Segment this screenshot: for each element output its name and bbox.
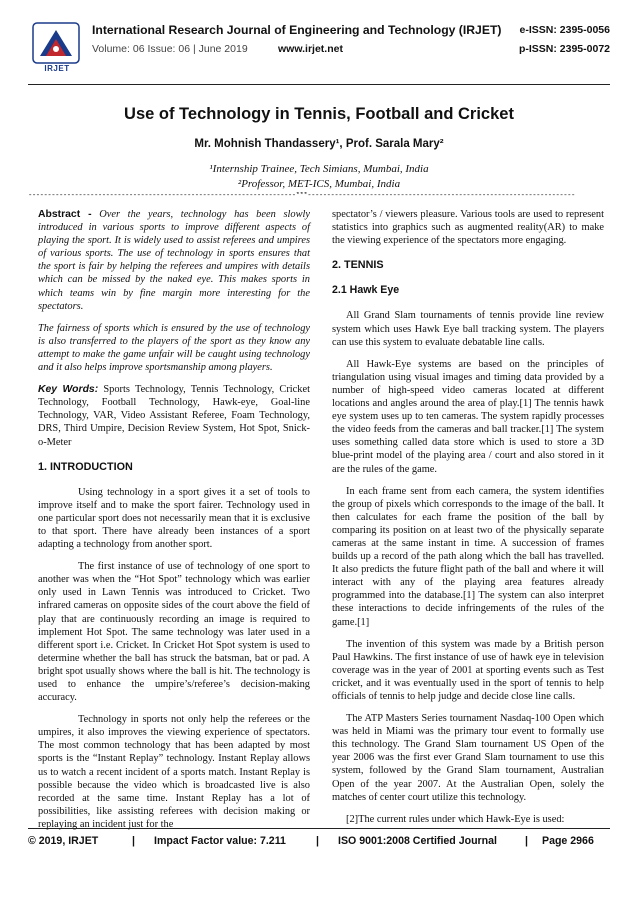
journal-header: [28, 18, 610, 78]
affiliation-1: ¹Internship Trainee, Tech Simians, Mumbai, India: [209, 163, 429, 175]
paper-title: Use of Technology in Tennis, Football and Cricket: [124, 105, 514, 123]
footer-impact-factor: Impact Factor value: 7.211: [154, 835, 286, 847]
right-column: [332, 208, 604, 835]
hawkeye-paragraph-1: All Grand Slam tournaments of tennis provide line review system which uses Hawk Eye ball tracking system. The players can use this system to evaluate debatable line calls.: [332, 310, 604, 348]
keywords-paragraph: [38, 383, 310, 448]
footer-divider: [28, 828, 610, 829]
irjet-logo-icon: [32, 22, 80, 64]
hawkeye-paragraph-4: The invention of this system was made by a British person Paul Hawkins. The first instance of use of hawk eye in television coverage was in the year of 2001 at sporting events such as Test cricket, and it was eventually used in the sport of tennis to help officials of tennis to help judge and decide close line calls.: [332, 638, 604, 702]
keywords-label: Key Words:: [38, 384, 99, 396]
intro-paragraph-2: The first instance of use of technology of one sport to another was when the “Hot Spot” technology which was earlier only used in Lawn Tennis was introduced to Cricket. Two infrared cameras on opposite sides of the court above the field of play that are continuously recording an image is required to implement Hot Spot. The same technology was later used in a different sport i.e. Cricket. In Cricket Hot Spot system is used to determine whether the ball has struck the batsman, bat or pad. A bright spot usually shows where the ball is hit. The technology is used to enhance the umpire’s/referee’s decision-making accuracy.: [38, 561, 310, 704]
footer-separator: |: [525, 835, 528, 847]
footer-separator: |: [132, 835, 135, 847]
journal-title: International Research Journal of Engineering and Technology (IRJET): [92, 23, 502, 37]
hawkeye-paragraph-5: The ATP Masters Series tournament Nasdaq-100 Open which was held in Miami was the primary tour event to formally use this technology. The Grand Slam tournament US Open of the year 2006 was the first ever Grand Slam tournament to use this system, followed by the Grand Slam tournament, Australian Open of the year 2007. At the Australian Open, solely the matches of center court utilize this technology.: [332, 713, 604, 803]
logo-text: IRJET: [44, 64, 70, 73]
footer-page-number: Page 2966: [542, 835, 594, 847]
section-1-heading: 1. INTRODUCTION: [38, 460, 133, 473]
affiliation-2: ²Professor, MET-ICS, Mumbai, India: [237, 178, 401, 190]
hawkeye-paragraph-6: [2]The current rules under which Hawk-Eye is used:: [346, 813, 565, 825]
hawkeye-paragraph-2: All Hawk-Eye systems are based on the principles of triangulation using visual images and timing data provided by a number of high-speed video cameras located at different locations and angles around the area of play.[1] The tennis hawk eye system uses up to ten cameras. The system rapidly processes the video feeds from the cameras and ball tracker.[1] The system uses something called data store which is used to store a 3D blue-print model of the playing area / court and also stored in it are the rules of the game.: [332, 358, 604, 475]
journal-website[interactable]: www.irjet.net: [278, 43, 343, 55]
footer-separator: |: [316, 835, 319, 847]
intro-continuation: spectator’s / viewers pleasure. Various tools are used to represent statistics into graphics such as augmented reality(AR) to make the viewing experience of the spectators more engaging.: [332, 209, 604, 247]
abstract-text-1: Over the years, technology has been slowly introduced in various sports to improve different aspects of playing the sport. It is widely used to assist referees and umpires of various sports. The use of technology in sports ensures that the sport is fair by helping the referees and umpires with details which can be missed by the naked eye. This makes sports in which teams win by fine margin more interesting for the spectators.: [38, 209, 310, 312]
e-issn: e-ISSN: 2395-0056: [519, 24, 610, 36]
keywords-text: Sports Technology, Tennis Technology, Cricket Technology, Football Technology, Hawk-eye, Goal-line Technology, VAR, Video Assistant Referee, Foam Technology, DRS, Third Umpire, Decision Review System, Hot Spot, Snick-o-Meter: [38, 384, 310, 448]
section-2-heading: 2. TENNIS: [332, 259, 384, 272]
subsection-2-1-heading: 2.1 Hawk Eye: [332, 284, 400, 297]
section-separator: ---------------------------------------------------------------------***---------------------------------------------------------------------: [28, 192, 575, 200]
header-divider: [28, 84, 610, 85]
journal-logo: [28, 18, 86, 78]
intro-paragraph-3: Technology in sports not only help the referees or the umpires, it also improves the viewing experience of spectators. The most common technology that has been adapted by most sports is the “Instant Replay” technology. Instant Replay allows us to watch a recent incident of a sports match. Instant Replay is possible because the video which is broadcasted live is also recorded at the same time. Instant Replay has a lot of possibilities, like assisting referees with decision making or replaying an incident just for the: [38, 714, 310, 830]
abstract-paragraph: [38, 208, 310, 313]
intro-paragraph-1: Using technology in a sport gives it a set of tools to improve itself and to make the sport fairer. Technology used in one particular sport does not necessarily mean that it is exclusive to that sport. There have already been instances of a sport adapting a technology from another sport.: [38, 486, 310, 551]
abstract-label: Abstract -: [38, 209, 92, 220]
abstract-text-2: The fairness of sports which is ensured by the use of technology is also transferred to the players of the sport as they know any attempt to make the game unfair will be caught using technology and it also helps improve sportsmanship among players.: [38, 322, 310, 374]
volume-issue: Volume: 06 Issue: 06 | June 2019: [92, 43, 248, 55]
paper-authors: Mr. Mohnish Thandassery¹, Prof. Sarala Mary²: [194, 138, 444, 150]
hawkeye-paragraph-3: In each frame sent from each camera, the system identifies the group of pixels which corresponds to the image of the ball. It then calculates for each frame the position of the ball by comparing its position on at least two of the physically separate cameras at the same instant in time. A succession of frames builds up a record of the path along which the ball has travelled. It also predicts the future flight path of the ball and where it will interact with any of the playing area features already programmed into the database.[1] The system can also interpret these interactions to decide infringements of the rules of the game.[1]: [332, 485, 604, 628]
p-issn: p-ISSN: 2395-0072: [518, 43, 610, 55]
footer-copyright: © 2019, IRJET: [28, 835, 99, 847]
left-column: [38, 208, 310, 840]
footer-iso: ISO 9001:2008 Certified Journal: [338, 835, 497, 847]
